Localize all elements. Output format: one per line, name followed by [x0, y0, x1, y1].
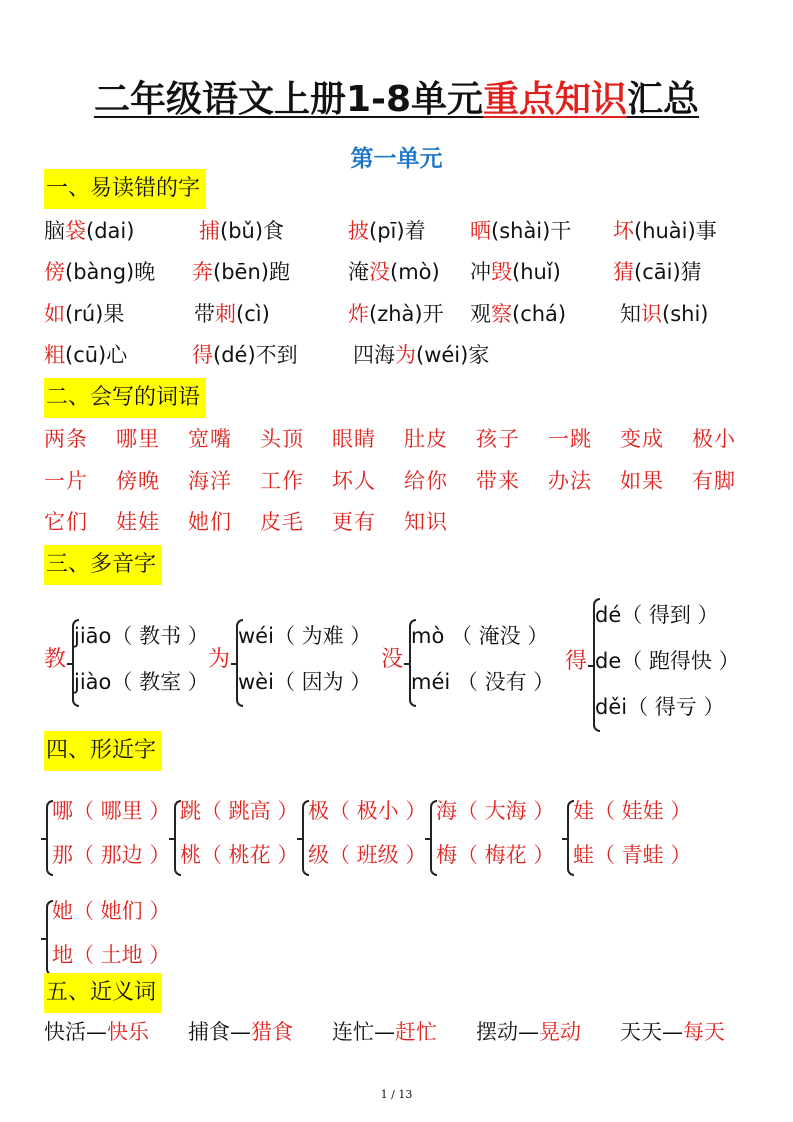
reading-pinyin: wèi: [238, 670, 274, 694]
misread-item: [353, 340, 489, 370]
item-key-char: 刺: [215, 302, 236, 326]
word-item: 工作: [260, 469, 304, 493]
similar-char-b: 级（ 班级 ）: [308, 843, 427, 867]
item-plain: 着: [404, 219, 426, 243]
misread-item: [620, 299, 708, 329]
item-key-char: 为: [395, 343, 416, 367]
word-item: 一跳: [548, 427, 592, 451]
word-item: 皮毛: [260, 510, 304, 534]
item-key-char: 捕: [199, 219, 220, 243]
synonym-pair: [476, 1017, 581, 1047]
word-item: 极小: [692, 427, 736, 451]
title-part-black-end: 汇总: [627, 79, 700, 120]
word-item: 给你: [404, 469, 448, 493]
item-plain: 不到: [255, 343, 298, 367]
misread-item: [348, 216, 426, 246]
item-key-char: 察: [491, 302, 512, 326]
synonym-word-red: 猎食: [251, 1020, 293, 1044]
reading-word: （ 淹没 ）: [444, 624, 549, 648]
item-pinyin: (zhà): [369, 302, 423, 326]
item-plain: 晚: [134, 260, 156, 284]
misread-item: [348, 257, 440, 287]
synonym-dash: —: [662, 1020, 683, 1044]
misread-item: [470, 257, 561, 287]
reading-word: （ 为难 ）: [273, 624, 372, 648]
item-pinyin: (mò): [390, 260, 440, 284]
polyphone-reading: [595, 692, 724, 722]
synonym-word-red: 晃动: [539, 1020, 581, 1044]
item-plain: 开: [422, 302, 444, 326]
item-pinyin: (cāi): [634, 260, 681, 284]
synonym-dash: —: [518, 1020, 539, 1044]
item-plain: 冲: [470, 260, 491, 284]
item-key-char: 炸: [348, 302, 369, 326]
reading-word: （ 教室 ）: [111, 670, 209, 694]
item-key-char: 没: [369, 260, 390, 284]
item-pinyin: (cì): [236, 302, 270, 326]
page-number: 1 / 13: [380, 1088, 413, 1101]
reading-pinyin: méi: [411, 670, 451, 694]
item-pinyin: (shi): [662, 302, 709, 326]
item-key-char: 傍: [44, 260, 65, 284]
item-plain: 心: [106, 343, 128, 367]
reading-word: （ 跑得快 ）: [621, 649, 740, 673]
similar-char-b: 蛙（ 青蛙 ）: [573, 843, 692, 867]
misread-item: [470, 299, 566, 329]
synonym-word: 快活: [44, 1020, 86, 1044]
misread-item: [44, 216, 134, 246]
word-item: 眼睛: [332, 427, 376, 451]
item-key-char: 奔: [192, 260, 213, 284]
misread-item: [194, 299, 270, 329]
item-key-char: 披: [348, 219, 369, 243]
reading-word: （ 得亏 ）: [627, 695, 725, 719]
item-pinyin: (chá): [512, 302, 567, 326]
item-plain: 四海: [353, 343, 395, 367]
polyphone-reading: [411, 667, 554, 697]
synonym-pair: [620, 1017, 725, 1047]
similar-char-a: 她（ 她们 ）: [52, 899, 171, 923]
word-item: 带来: [476, 469, 520, 493]
misread-item: [44, 340, 127, 370]
synonym-pair: [332, 1017, 437, 1047]
word-item: 更有: [332, 510, 376, 534]
polyphone-char: 为: [208, 647, 231, 672]
polyphone-reading: [238, 621, 371, 651]
reading-pinyin: wéi: [238, 624, 274, 648]
word-item: 孩子: [476, 427, 520, 451]
item-plain: 猜: [680, 260, 702, 284]
item-plain: 食: [263, 219, 285, 243]
reading-pinyin: děi: [595, 695, 628, 719]
similar-char-b: 桃（ 桃花 ）: [180, 843, 299, 867]
synonym-word: 捕食: [188, 1020, 230, 1044]
reading-pinyin: jiāo: [74, 624, 112, 648]
item-plain: 跑: [268, 260, 290, 284]
item-plain: 淹: [348, 260, 369, 284]
word-item: 如果: [620, 469, 664, 493]
section-heading-5: 五、近义词: [44, 973, 162, 1013]
word-item: 两条: [44, 427, 88, 451]
polyphone-reading: [595, 646, 740, 676]
item-key-char: 晒: [470, 219, 491, 243]
synonym-pair: [44, 1017, 149, 1047]
synonym-dash: —: [86, 1020, 107, 1044]
reading-word: （ 得到 ）: [621, 603, 719, 627]
synonym-word: 连忙: [332, 1020, 374, 1044]
polyphone-reading: [595, 600, 719, 630]
item-pinyin: (cū): [65, 343, 107, 367]
item-pinyin: (huài): [634, 219, 696, 243]
word-item: 娃娃: [116, 510, 160, 534]
item-plain: 脑: [44, 219, 65, 243]
item-key-char: 猜: [613, 260, 634, 284]
polyphone-char: 得: [565, 649, 588, 674]
synonym-word: 摆动: [476, 1020, 518, 1044]
similar-char-b: 那（ 那边 ）: [52, 843, 171, 867]
item-key-char: 坏: [613, 219, 634, 243]
misread-item: [470, 216, 571, 246]
item-key-char: 毁: [491, 260, 512, 284]
synonym-word-red: 快乐: [107, 1020, 149, 1044]
item-plain: 家: [468, 343, 490, 367]
misread-item: [192, 340, 298, 370]
item-pinyin: (bēn): [213, 260, 269, 284]
similar-char-b: 地（ 土地 ）: [52, 943, 171, 967]
similar-char-a: 极（ 极小 ）: [308, 799, 427, 823]
similar-char-a: 海（ 大海 ）: [436, 799, 555, 823]
reading-word: （ 没有 ）: [450, 670, 555, 694]
title-part-red: 重点知识: [483, 79, 628, 120]
word-item: 一片: [44, 469, 88, 493]
reading-word: （ 教书 ）: [111, 624, 209, 648]
title-part-black: 二年级语文上册1-8单元: [93, 79, 483, 120]
misread-item: [613, 216, 717, 246]
item-pinyin: (dé): [213, 343, 256, 367]
reading-pinyin: jiào: [74, 670, 112, 694]
item-plain: 果: [103, 302, 125, 326]
polyphone-reading: [238, 667, 371, 697]
synonym-word: 天天: [620, 1020, 662, 1044]
misread-item: [348, 299, 444, 329]
item-plain: 知: [620, 302, 641, 326]
similar-char-a: 娃（ 娃娃 ）: [573, 799, 692, 823]
reading-pinyin: dé: [595, 603, 622, 627]
polyphone-reading: [74, 621, 209, 651]
word-item: 头顶: [260, 427, 304, 451]
word-item: 她们: [188, 510, 232, 534]
misread-item: [192, 257, 290, 287]
item-plain: 带: [194, 302, 215, 326]
item-key-char: 得: [192, 343, 213, 367]
item-pinyin: (wéi): [416, 343, 469, 367]
reading-pinyin: mò: [411, 624, 445, 648]
misread-item: [44, 257, 155, 287]
section-heading-2: 二、会写的词语: [44, 378, 206, 418]
synonym-dash: —: [374, 1020, 395, 1044]
polyphone-reading: [411, 621, 548, 651]
polyphone-reading: [74, 667, 209, 697]
section-heading-1: 一、易读错的字: [44, 169, 206, 209]
misread-item: [44, 299, 124, 329]
word-item: 肚皮: [404, 427, 448, 451]
synonym-word-red: 每天: [683, 1020, 725, 1044]
item-pinyin: (dai): [86, 219, 135, 243]
unit-heading: 第一单元: [350, 146, 443, 172]
item-key-char: 识: [641, 302, 662, 326]
word-item: 海洋: [188, 469, 232, 493]
section-heading-4: 四、形近字: [44, 731, 162, 771]
word-item: 变成: [620, 427, 664, 451]
word-item: 知识: [404, 510, 448, 534]
similar-char-a: 跳（ 跳高 ）: [180, 799, 299, 823]
item-pinyin: (huǐ): [512, 260, 561, 284]
word-item: 它们: [44, 510, 88, 534]
item-pinyin: (shài): [491, 219, 551, 243]
item-pinyin: (bàng): [65, 260, 135, 284]
reading-word: （ 因为 ）: [273, 670, 372, 694]
polyphone-char: 没: [381, 647, 404, 672]
item-key-char: 粗: [44, 343, 65, 367]
item-pinyin: (bǔ): [220, 219, 264, 243]
word-item: 办法: [548, 469, 592, 493]
misread-item: [613, 257, 702, 287]
word-item: 宽嘴: [188, 427, 232, 451]
item-plain: 观: [470, 302, 491, 326]
similar-char-b: 梅（ 梅花 ）: [436, 843, 555, 867]
item-plain: 事: [695, 219, 717, 243]
reading-pinyin: de: [595, 649, 622, 673]
synonym-word-red: 赶忙: [395, 1020, 437, 1044]
word-item: 傍晚: [116, 469, 160, 493]
item-pinyin: (rú): [65, 302, 104, 326]
misread-item: [199, 216, 284, 246]
item-pinyin: (pī): [369, 219, 405, 243]
page-title: [0, 78, 793, 122]
synonym-pair: [188, 1017, 293, 1047]
item-key-char: 如: [44, 302, 65, 326]
synonym-dash: —: [230, 1020, 251, 1044]
word-item: 坏人: [332, 469, 376, 493]
word-item: 哪里: [116, 427, 160, 451]
similar-char-a: 哪（ 哪里 ）: [52, 799, 171, 823]
word-item: 有脚: [692, 469, 736, 493]
polyphone-char: 教: [44, 647, 67, 672]
item-plain: 干: [550, 219, 572, 243]
section-heading-3: 三、多音字: [44, 545, 162, 585]
item-key-char: 袋: [65, 219, 86, 243]
